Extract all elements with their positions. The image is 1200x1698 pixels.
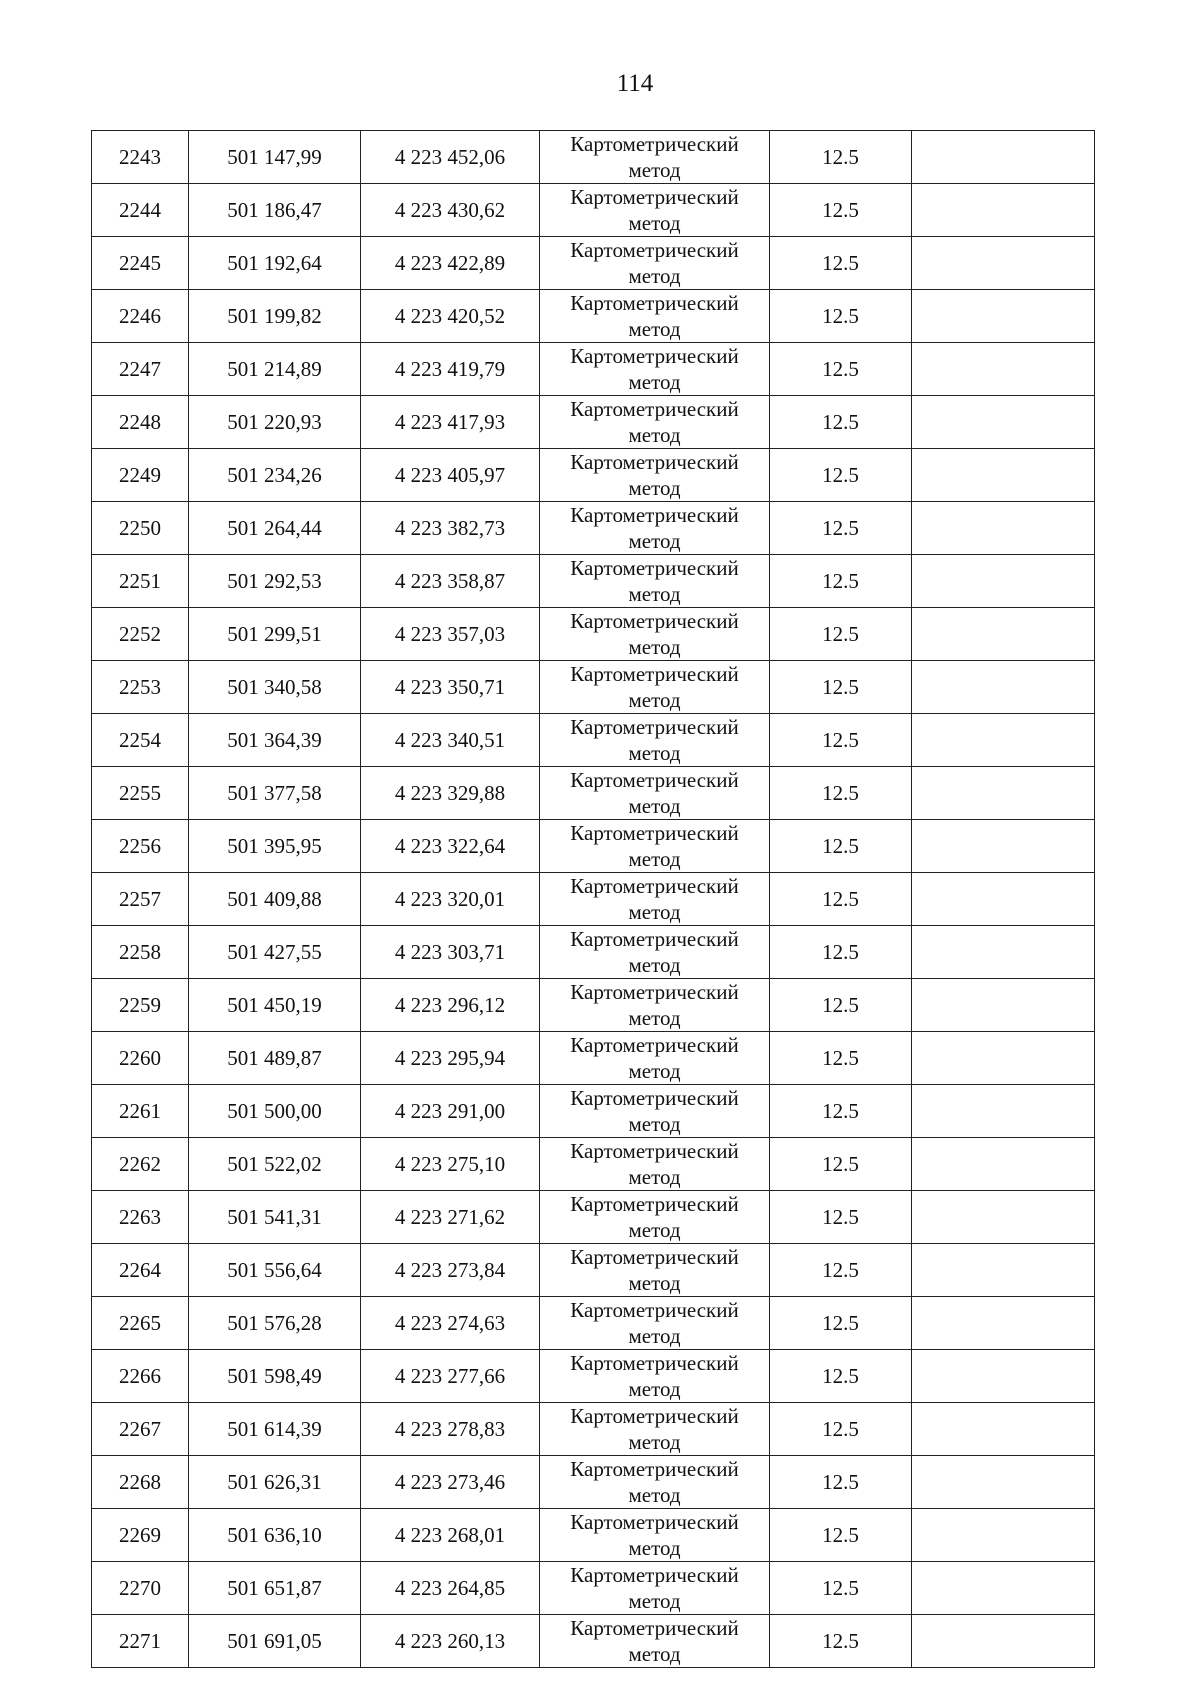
point-number-cell: 2261 xyxy=(92,1085,189,1138)
accuracy-cell: 12.5 xyxy=(770,1032,912,1085)
point-number-cell: 2243 xyxy=(92,131,189,184)
note-cell xyxy=(912,290,1095,343)
x-coordinate-cell: 501 636,10 xyxy=(189,1509,361,1562)
accuracy-cell: 12.5 xyxy=(770,714,912,767)
method-line-1: Картометрический xyxy=(570,1457,739,1481)
table-row xyxy=(92,926,1095,979)
accuracy-cell: 12.5 xyxy=(770,1297,912,1350)
method-line-1: Картометрический xyxy=(570,980,739,1004)
method-line-2: метод xyxy=(628,1112,681,1136)
method-line-1: Картометрический xyxy=(570,291,739,315)
y-coordinate-cell: 4 223 275,10 xyxy=(361,1138,540,1191)
method-line-2: метод xyxy=(628,158,681,182)
accuracy-cell: 12.5 xyxy=(770,396,912,449)
y-coordinate-cell: 4 223 350,71 xyxy=(361,661,540,714)
page-number: 114 xyxy=(616,70,654,97)
method-cell xyxy=(540,1191,770,1244)
method-line-2: метод xyxy=(628,529,681,553)
point-number-cell: 2263 xyxy=(92,1191,189,1244)
coordinates-table xyxy=(91,130,1095,1668)
method-line-2: метод xyxy=(628,264,681,288)
accuracy-cell: 12.5 xyxy=(770,1615,912,1668)
y-coordinate-cell: 4 223 419,79 xyxy=(361,343,540,396)
accuracy-cell: 12.5 xyxy=(770,131,912,184)
method-cell xyxy=(540,714,770,767)
note-cell xyxy=(912,1297,1095,1350)
method-line-1: Картометрический xyxy=(570,397,739,421)
point-number-cell: 2265 xyxy=(92,1297,189,1350)
method-line-2: метод xyxy=(628,794,681,818)
method-line-1: Картометрический xyxy=(570,1192,739,1216)
y-coordinate-cell: 4 223 417,93 xyxy=(361,396,540,449)
method-cell xyxy=(540,1456,770,1509)
note-cell xyxy=(912,608,1095,661)
accuracy-cell: 12.5 xyxy=(770,1138,912,1191)
x-coordinate-cell: 501 147,99 xyxy=(189,131,361,184)
x-coordinate-cell: 501 651,87 xyxy=(189,1562,361,1615)
method-line-1: Картометрический xyxy=(570,450,739,474)
accuracy-cell: 12.5 xyxy=(770,290,912,343)
note-cell xyxy=(912,1562,1095,1615)
accuracy-cell: 12.5 xyxy=(770,1191,912,1244)
accuracy-cell: 12.5 xyxy=(770,184,912,237)
x-coordinate-cell: 501 299,51 xyxy=(189,608,361,661)
accuracy-cell: 12.5 xyxy=(770,343,912,396)
note-cell xyxy=(912,1350,1095,1403)
table-row xyxy=(92,1562,1095,1615)
note-cell xyxy=(912,1191,1095,1244)
note-cell xyxy=(912,502,1095,555)
y-coordinate-cell: 4 223 260,13 xyxy=(361,1615,540,1668)
y-coordinate-cell: 4 223 358,87 xyxy=(361,555,540,608)
point-number-cell: 2260 xyxy=(92,1032,189,1085)
y-coordinate-cell: 4 223 303,71 xyxy=(361,926,540,979)
method-line-1: Картометрический xyxy=(570,132,739,156)
y-coordinate-cell: 4 223 320,01 xyxy=(361,873,540,926)
x-coordinate-cell: 501 234,26 xyxy=(189,449,361,502)
method-cell xyxy=(540,555,770,608)
accuracy-cell: 12.5 xyxy=(770,1509,912,1562)
y-coordinate-cell: 4 223 268,01 xyxy=(361,1509,540,1562)
method-line-1: Картометрический xyxy=(570,1563,739,1587)
method-cell xyxy=(540,131,770,184)
x-coordinate-cell: 501 541,31 xyxy=(189,1191,361,1244)
x-coordinate-cell: 501 192,64 xyxy=(189,237,361,290)
note-cell xyxy=(912,1244,1095,1297)
point-number-cell: 2259 xyxy=(92,979,189,1032)
note-cell xyxy=(912,873,1095,926)
table-row xyxy=(92,1244,1095,1297)
method-line-2: метод xyxy=(628,370,681,394)
table-row xyxy=(92,502,1095,555)
accuracy-cell: 12.5 xyxy=(770,555,912,608)
y-coordinate-cell: 4 223 329,88 xyxy=(361,767,540,820)
note-cell xyxy=(912,926,1095,979)
point-number-cell: 2245 xyxy=(92,237,189,290)
method-cell xyxy=(540,926,770,979)
accuracy-cell: 12.5 xyxy=(770,1456,912,1509)
x-coordinate-cell: 501 614,39 xyxy=(189,1403,361,1456)
y-coordinate-cell: 4 223 420,52 xyxy=(361,290,540,343)
point-number-cell: 2244 xyxy=(92,184,189,237)
note-cell xyxy=(912,555,1095,608)
method-cell xyxy=(540,661,770,714)
method-cell xyxy=(540,767,770,820)
method-line-2: метод xyxy=(628,741,681,765)
method-line-1: Картометрический xyxy=(570,556,739,580)
method-line-2: метод xyxy=(628,1271,681,1295)
table-row xyxy=(92,1191,1095,1244)
method-line-1: Картометрический xyxy=(570,927,739,951)
note-cell xyxy=(912,131,1095,184)
point-number-cell: 2267 xyxy=(92,1403,189,1456)
method-line-2: метод xyxy=(628,317,681,341)
x-coordinate-cell: 501 364,39 xyxy=(189,714,361,767)
method-line-2: метод xyxy=(628,1059,681,1083)
point-number-cell: 2262 xyxy=(92,1138,189,1191)
method-line-1: Картометрический xyxy=(570,1298,739,1322)
accuracy-cell: 12.5 xyxy=(770,502,912,555)
note-cell xyxy=(912,1403,1095,1456)
method-line-1: Картометрический xyxy=(570,238,739,262)
method-line-1: Картометрический xyxy=(570,821,739,845)
method-line-1: Картометрический xyxy=(570,1351,739,1375)
method-line-2: метод xyxy=(628,1536,681,1560)
table-row xyxy=(92,661,1095,714)
table-row xyxy=(92,131,1095,184)
note-cell xyxy=(912,661,1095,714)
accuracy-cell: 12.5 xyxy=(770,449,912,502)
point-number-cell: 2251 xyxy=(92,555,189,608)
method-line-1: Картометрический xyxy=(570,662,739,686)
method-line-1: Картометрический xyxy=(570,503,739,527)
table-row xyxy=(92,237,1095,290)
table-row xyxy=(92,396,1095,449)
method-cell xyxy=(540,1509,770,1562)
y-coordinate-cell: 4 223 277,66 xyxy=(361,1350,540,1403)
x-coordinate-cell: 501 450,19 xyxy=(189,979,361,1032)
x-coordinate-cell: 501 626,31 xyxy=(189,1456,361,1509)
method-line-2: метод xyxy=(628,953,681,977)
note-cell xyxy=(912,396,1095,449)
accuracy-cell: 12.5 xyxy=(770,1085,912,1138)
note-cell xyxy=(912,1138,1095,1191)
point-number-cell: 2248 xyxy=(92,396,189,449)
method-line-2: метод xyxy=(628,1483,681,1507)
method-cell xyxy=(540,1403,770,1456)
note-cell xyxy=(912,1085,1095,1138)
method-cell xyxy=(540,1244,770,1297)
note-cell xyxy=(912,237,1095,290)
x-coordinate-cell: 501 395,95 xyxy=(189,820,361,873)
table-row xyxy=(92,767,1095,820)
method-line-1: Картометрический xyxy=(570,185,739,209)
y-coordinate-cell: 4 223 296,12 xyxy=(361,979,540,1032)
table-row xyxy=(92,555,1095,608)
method-line-1: Картометрический xyxy=(570,1086,739,1110)
table-row xyxy=(92,979,1095,1032)
point-number-cell: 2258 xyxy=(92,926,189,979)
method-cell xyxy=(540,1085,770,1138)
method-line-2: метод xyxy=(628,1377,681,1401)
accuracy-cell: 12.5 xyxy=(770,979,912,1032)
table-row xyxy=(92,714,1095,767)
point-number-cell: 2253 xyxy=(92,661,189,714)
accuracy-cell: 12.5 xyxy=(770,873,912,926)
y-coordinate-cell: 4 223 278,83 xyxy=(361,1403,540,1456)
accuracy-cell: 12.5 xyxy=(770,1562,912,1615)
y-coordinate-cell: 4 223 382,73 xyxy=(361,502,540,555)
method-line-2: метод xyxy=(628,847,681,871)
x-coordinate-cell: 501 340,58 xyxy=(189,661,361,714)
method-line-2: метод xyxy=(628,900,681,924)
method-line-1: Картометрический xyxy=(570,874,739,898)
x-coordinate-cell: 501 576,28 xyxy=(189,1297,361,1350)
point-number-cell: 2246 xyxy=(92,290,189,343)
table-row xyxy=(92,449,1095,502)
x-coordinate-cell: 501 522,02 xyxy=(189,1138,361,1191)
table-row xyxy=(92,184,1095,237)
method-line-2: метод xyxy=(628,635,681,659)
method-cell xyxy=(540,396,770,449)
y-coordinate-cell: 4 223 273,84 xyxy=(361,1244,540,1297)
note-cell xyxy=(912,820,1095,873)
point-number-cell: 2268 xyxy=(92,1456,189,1509)
method-cell xyxy=(540,873,770,926)
x-coordinate-cell: 501 489,87 xyxy=(189,1032,361,1085)
note-cell xyxy=(912,767,1095,820)
note-cell xyxy=(912,1509,1095,1562)
point-number-cell: 2264 xyxy=(92,1244,189,1297)
table-row xyxy=(92,1297,1095,1350)
method-line-1: Картометрический xyxy=(570,609,739,633)
x-coordinate-cell: 501 220,93 xyxy=(189,396,361,449)
y-coordinate-cell: 4 223 264,85 xyxy=(361,1562,540,1615)
note-cell xyxy=(912,1456,1095,1509)
method-line-2: метод xyxy=(628,1006,681,1030)
note-cell xyxy=(912,184,1095,237)
point-number-cell: 2250 xyxy=(92,502,189,555)
method-cell xyxy=(540,343,770,396)
accuracy-cell: 12.5 xyxy=(770,1403,912,1456)
y-coordinate-cell: 4 223 273,46 xyxy=(361,1456,540,1509)
table-row xyxy=(92,1085,1095,1138)
table-row xyxy=(92,1403,1095,1456)
method-line-2: метод xyxy=(628,1430,681,1454)
method-cell xyxy=(540,1562,770,1615)
note-cell xyxy=(912,1032,1095,1085)
note-cell xyxy=(912,449,1095,502)
point-number-cell: 2247 xyxy=(92,343,189,396)
y-coordinate-cell: 4 223 430,62 xyxy=(361,184,540,237)
x-coordinate-cell: 501 598,49 xyxy=(189,1350,361,1403)
accuracy-cell: 12.5 xyxy=(770,608,912,661)
point-number-cell: 2257 xyxy=(92,873,189,926)
y-coordinate-cell: 4 223 405,97 xyxy=(361,449,540,502)
method-cell xyxy=(540,820,770,873)
method-line-1: Картометрический xyxy=(570,1616,739,1640)
accuracy-cell: 12.5 xyxy=(770,926,912,979)
y-coordinate-cell: 4 223 291,00 xyxy=(361,1085,540,1138)
table-row xyxy=(92,290,1095,343)
note-cell xyxy=(912,979,1095,1032)
note-cell xyxy=(912,714,1095,767)
point-number-cell: 2252 xyxy=(92,608,189,661)
method-line-2: метод xyxy=(628,1218,681,1242)
point-number-cell: 2270 xyxy=(92,1562,189,1615)
x-coordinate-cell: 501 427,55 xyxy=(189,926,361,979)
method-line-1: Картометрический xyxy=(570,1404,739,1428)
method-line-1: Картометрический xyxy=(570,344,739,368)
point-number-cell: 2256 xyxy=(92,820,189,873)
y-coordinate-cell: 4 223 271,62 xyxy=(361,1191,540,1244)
method-cell xyxy=(540,449,770,502)
table-row xyxy=(92,1456,1095,1509)
y-coordinate-cell: 4 223 274,63 xyxy=(361,1297,540,1350)
method-cell xyxy=(540,1615,770,1668)
method-line-2: метод xyxy=(628,1589,681,1613)
table-row xyxy=(92,608,1095,661)
method-line-2: метод xyxy=(628,582,681,606)
accuracy-cell: 12.5 xyxy=(770,1350,912,1403)
method-cell xyxy=(540,1138,770,1191)
note-cell xyxy=(912,343,1095,396)
x-coordinate-cell: 501 186,47 xyxy=(189,184,361,237)
x-coordinate-cell: 501 264,44 xyxy=(189,502,361,555)
accuracy-cell: 12.5 xyxy=(770,767,912,820)
x-coordinate-cell: 501 292,53 xyxy=(189,555,361,608)
table-row xyxy=(92,1032,1095,1085)
method-cell xyxy=(540,608,770,661)
accuracy-cell: 12.5 xyxy=(770,661,912,714)
x-coordinate-cell: 501 691,05 xyxy=(189,1615,361,1668)
table-row xyxy=(92,1509,1095,1562)
method-line-1: Картометрический xyxy=(570,1245,739,1269)
x-coordinate-cell: 501 377,58 xyxy=(189,767,361,820)
method-cell xyxy=(540,1297,770,1350)
x-coordinate-cell: 501 409,88 xyxy=(189,873,361,926)
method-line-1: Картометрический xyxy=(570,768,739,792)
method-cell xyxy=(540,1032,770,1085)
method-line-1: Картометрический xyxy=(570,1510,739,1534)
accuracy-cell: 12.5 xyxy=(770,237,912,290)
table-row xyxy=(92,1350,1095,1403)
y-coordinate-cell: 4 223 322,64 xyxy=(361,820,540,873)
method-line-2: метод xyxy=(628,688,681,712)
method-cell xyxy=(540,237,770,290)
table-row xyxy=(92,1138,1095,1191)
point-number-cell: 2266 xyxy=(92,1350,189,1403)
x-coordinate-cell: 501 214,89 xyxy=(189,343,361,396)
x-coordinate-cell: 501 500,00 xyxy=(189,1085,361,1138)
point-number-cell: 2271 xyxy=(92,1615,189,1668)
method-cell xyxy=(540,290,770,343)
method-line-1: Картометрический xyxy=(570,715,739,739)
method-cell xyxy=(540,184,770,237)
method-cell xyxy=(540,1350,770,1403)
method-line-1: Картометрический xyxy=(570,1139,739,1163)
x-coordinate-cell: 501 556,64 xyxy=(189,1244,361,1297)
method-line-2: метод xyxy=(628,1324,681,1348)
table-row xyxy=(92,1615,1095,1668)
y-coordinate-cell: 4 223 295,94 xyxy=(361,1032,540,1085)
point-number-cell: 2255 xyxy=(92,767,189,820)
method-cell xyxy=(540,502,770,555)
method-line-2: метод xyxy=(628,1165,681,1189)
coordinates-table-body xyxy=(92,131,1095,1668)
method-cell xyxy=(540,979,770,1032)
method-line-2: метод xyxy=(628,211,681,235)
method-line-2: метод xyxy=(628,1642,681,1666)
method-line-2: метод xyxy=(628,423,681,447)
y-coordinate-cell: 4 223 422,89 xyxy=(361,237,540,290)
y-coordinate-cell: 4 223 357,03 xyxy=(361,608,540,661)
method-line-1: Картометрический xyxy=(570,1033,739,1057)
point-number-cell: 2254 xyxy=(92,714,189,767)
y-coordinate-cell: 4 223 452,06 xyxy=(361,131,540,184)
table-row xyxy=(92,820,1095,873)
accuracy-cell: 12.5 xyxy=(770,1244,912,1297)
table-row xyxy=(92,873,1095,926)
table-row xyxy=(92,343,1095,396)
accuracy-cell: 12.5 xyxy=(770,820,912,873)
method-line-2: метод xyxy=(628,476,681,500)
point-number-cell: 2269 xyxy=(92,1509,189,1562)
y-coordinate-cell: 4 223 340,51 xyxy=(361,714,540,767)
note-cell xyxy=(912,1615,1095,1668)
point-number-cell: 2249 xyxy=(92,449,189,502)
x-coordinate-cell: 501 199,82 xyxy=(189,290,361,343)
